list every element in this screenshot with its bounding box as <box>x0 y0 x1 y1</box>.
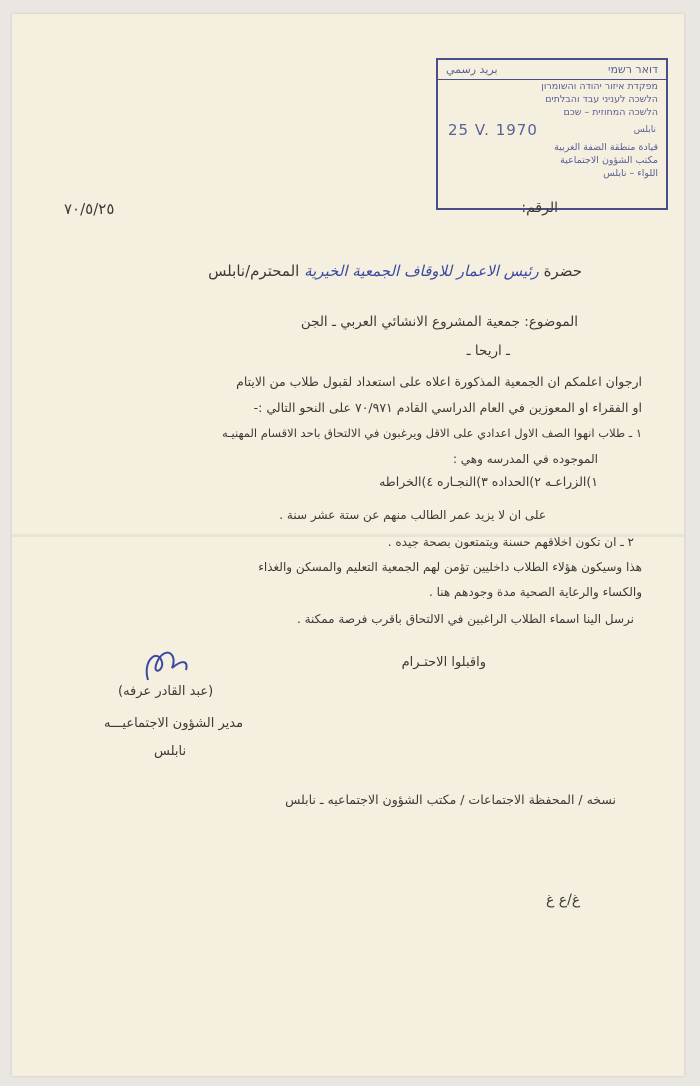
stamp-line-6: اللواء – نابلس <box>603 168 658 179</box>
copy-line: نسخه / المحفظة الاجتماعات / مكتب الشؤون الاجتماعيه ـ نابلس <box>285 792 616 807</box>
stamp-line-3: הלשכה המחוזית – שכם <box>563 107 658 118</box>
addressee-prefix: حضرة <box>543 262 582 280</box>
stamp-line-4: قيادة منطقة الضفة الغربية <box>554 142 658 153</box>
stamp-city: نابلس <box>633 125 656 135</box>
para1-line1: ارجوان اعلمكم ان الجمعية المذكورة اعلاه على استعداد لقبول طلاب من الايتام <box>236 374 642 389</box>
item1-line2: الموجوده في المدرسه وهي : <box>452 452 598 466</box>
stamp-header-hebrew: דואר רשמי <box>608 63 658 76</box>
stamp-line-1: מפקדת איזור יהודה והשומרון <box>541 81 658 92</box>
addressee-suffix: المحترم/نابلس <box>208 262 300 280</box>
trades-list: ١)الزراعـه ٢)الحداده ٣)النجـاره ٤)الخراطه <box>379 474 598 489</box>
age-line: على ان لا يزيد عمر الطالب منهم عن ستة عشر سنة . <box>279 508 546 522</box>
para1-line2: او الفقراء او المعوزين في العام الدراسي القادم ٧٠/٩٧١ على النحو التالي :- <box>253 400 642 415</box>
stamp-header-arabic: بريد رسمي <box>446 63 498 76</box>
addressee-line <box>208 262 582 280</box>
addressee-handwritten: رئيس الاعمار للاوقاف الجمعية الخيرية <box>304 262 539 280</box>
item2-line: ٢ ـ ان تكون اخلاقهم حسنة ويتمتعون بصحة جيده . <box>387 535 634 549</box>
stamp-date: 25 V. 1970 <box>448 121 538 139</box>
signatory-title: مدير الشؤون الاجتماعيـــه <box>104 716 244 731</box>
letter-date: ٧٠/٥/٢٥ <box>64 200 115 218</box>
subject-line: الموضوع: جمعية المشروع الانشائي العربي ـ الجن <box>300 314 578 330</box>
handwritten-signature <box>128 640 198 690</box>
closing-line: واقبلوا الاحتـرام <box>401 655 486 670</box>
place-line: ـ اريحا ـ <box>466 343 510 359</box>
item1-line1: ١ ـ طلاب انهوا الصف الاول اعدادي على الاقل ويرغبون في الالتحاق باحد الاقسام المهنيـه <box>221 426 642 440</box>
stamp-line-5: مكتب الشؤون الاجتماعية <box>560 155 658 166</box>
stamp-header <box>438 60 666 80</box>
para3-line: نرسل الينا اسماء الطلاب الراغبين في الالتحاق باقرب فرصة ممكنة . <box>296 612 634 626</box>
official-stamp <box>436 58 668 210</box>
stamp-date-row <box>438 119 666 141</box>
signatory-city: نابلس <box>154 744 187 759</box>
footer-mark: غ/ع غ <box>546 892 581 908</box>
stamp-line-2: הלשכה לעניני עבד והבלתים <box>545 94 658 105</box>
reference-label: الرقم: <box>521 200 558 216</box>
signatory-name: (عبد القادر عرفه) <box>118 684 214 699</box>
para2-line1: هذا وسيكون هؤلاء الطلاب داخليين تؤمن لهم الجمعية التعليم والمسكن والغذاء <box>258 560 642 574</box>
para2-line2: والكساء والرعاية الصحية مدة وجودهم هنا . <box>429 585 642 599</box>
